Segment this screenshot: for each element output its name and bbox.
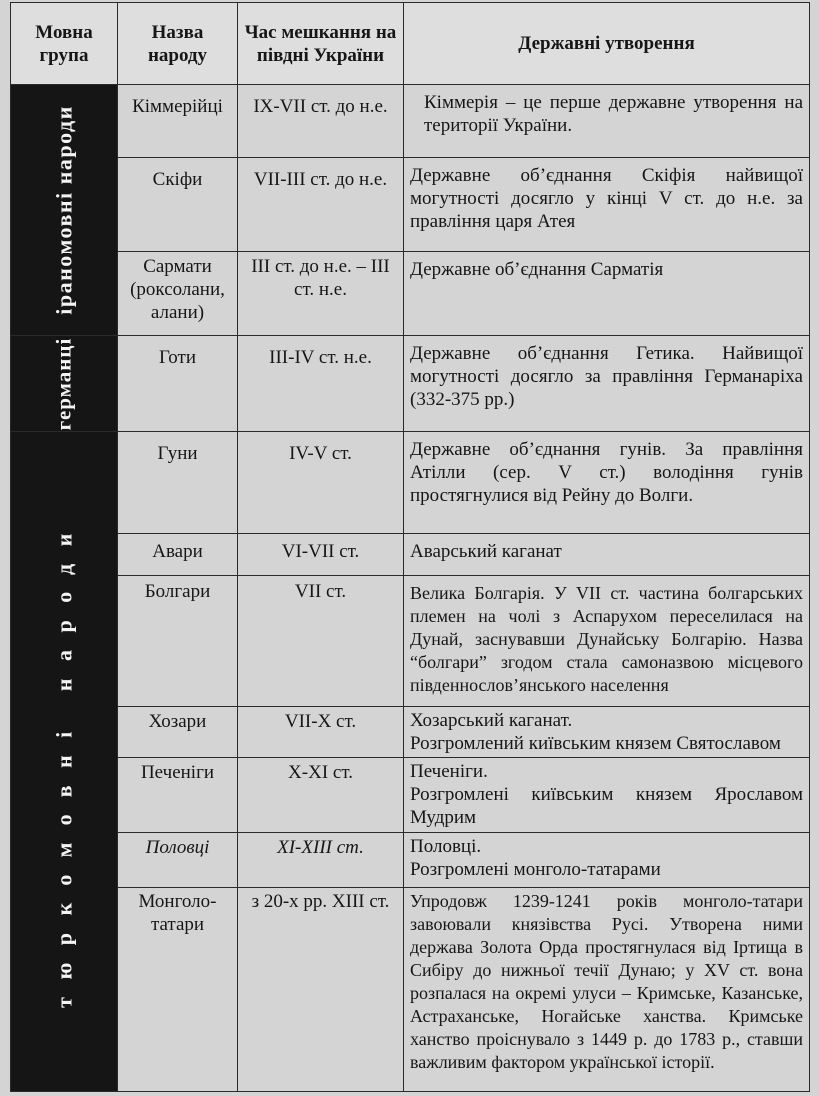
states-text: Кіммерія – це перше державне утворення на території України. (424, 92, 803, 137)
people-states (404, 252, 810, 336)
people-time: XI-XIII ст. (238, 833, 404, 887)
states-text: Хозарський каганат. (410, 710, 573, 732)
group-label-germanic: германці (51, 337, 76, 431)
table-row (11, 576, 810, 707)
people-name: Кіммерійці (118, 85, 238, 158)
people-time: III ст. до н.е. – III ст. н.е. (238, 252, 404, 336)
people-states (404, 707, 810, 758)
group-cell-iranian (11, 85, 118, 336)
peoples-table (10, 2, 810, 1092)
header-group: Мовна група (11, 3, 118, 85)
people-time: III-IV ст. н.е. (238, 336, 404, 432)
header-time: Час мешкання на півдні України (238, 3, 404, 85)
states-text: Велика Болгарія. У VII ст. частина болгарських племен на чолі з Аспарухом переселилася на Дунай, заснувавши Дунайську Болгарію. Назва “болгари” згодом стала самоназвою місцевого південнослов’янського населення (410, 583, 803, 696)
people-name: Монголо-татари (118, 887, 238, 1091)
group-label-iranian: іраномовні народи (51, 105, 77, 316)
people-states (404, 432, 810, 534)
people-states (404, 534, 810, 576)
table-row (11, 432, 810, 534)
states-text: Половці. (410, 836, 482, 858)
table-row (11, 85, 810, 158)
table-row (11, 758, 810, 833)
people-states (404, 85, 810, 158)
table-row (11, 336, 810, 432)
people-name: Готи (118, 336, 238, 432)
header-people: Назва народу (118, 3, 238, 85)
states-text: Розгромлені монголо-татарами (410, 859, 661, 881)
people-states (404, 887, 810, 1091)
people-time: IV-V ст. (238, 432, 404, 534)
people-name: Скіфи (118, 158, 238, 252)
people-time: VII-III ст. до н.е. (238, 158, 404, 252)
states-text: Розгромлені київським князем Ярославом Мудрим (410, 784, 803, 829)
table-row (11, 887, 810, 1091)
people-name: Авари (118, 534, 238, 576)
table-header-row (11, 3, 810, 85)
header-states: Державні утворення (404, 3, 810, 85)
people-states (404, 833, 810, 887)
people-name: Сармати (роксолани, алани) (118, 252, 238, 336)
people-time: з 20-х рр. XIII ст. (238, 887, 404, 1091)
states-text: Упродовж 1239-1241 років монголо-татари завоювали князівства Русі. Утворена ними держава Золота Орда простягнулася від Іртища в Сибіру до нижньої течії Дунаю; у XV ст. вона розпалася на окремі улуси – Кримське, Казанське, Астраханське, Ногайське ханства. Кримське ханство проіснувало з 1449 р. до 1783 р., ставши важливим фактором української історії. (410, 890, 803, 1072)
states-text: Державне об’єднання Гетика. Найвищої могутності досягло за правління Германаріха (332-375 рр.) (410, 343, 803, 411)
states-text: Державне об’єднання Сарматія (410, 259, 664, 281)
people-time: VI-VII ст. (238, 534, 404, 576)
people-name: Половці (118, 833, 238, 887)
table-row (11, 158, 810, 252)
group-label-turkic: тюркомовні народи (51, 515, 77, 1008)
people-time: VII-X ст. (238, 707, 404, 758)
table-row (11, 707, 810, 758)
people-time: VII ст. (238, 576, 404, 707)
people-name: Болгари (118, 576, 238, 707)
table-row (11, 252, 810, 336)
states-text: Державне об’єднання Скіфія найвищої могутності досягло у кінці V ст. до н.е. за правління царя Атея (410, 165, 803, 233)
people-name: Хозари (118, 707, 238, 758)
table-row (11, 833, 810, 887)
people-name: Гуни (118, 432, 238, 534)
states-text: Печеніги. (410, 761, 488, 783)
people-time: X-XI ст. (238, 758, 404, 833)
table-row (11, 534, 810, 576)
group-cell-turkic (11, 432, 118, 1092)
group-cell-germanic (11, 336, 118, 432)
states-text: Аварський каганат (410, 541, 562, 563)
people-states (404, 576, 810, 707)
states-text: Розгромлений київським князем Святославом (410, 733, 781, 755)
people-states (404, 758, 810, 833)
states-text: Державне об’єднання гунів. За правління Атілли (сер. V ст.) володіння гунів простягнулися від Рейну до Волги. (410, 439, 803, 507)
people-time: IX-VII ст. до н.е. (238, 85, 404, 158)
people-states (404, 336, 810, 432)
people-name: Печеніги (118, 758, 238, 833)
people-states (404, 158, 810, 252)
